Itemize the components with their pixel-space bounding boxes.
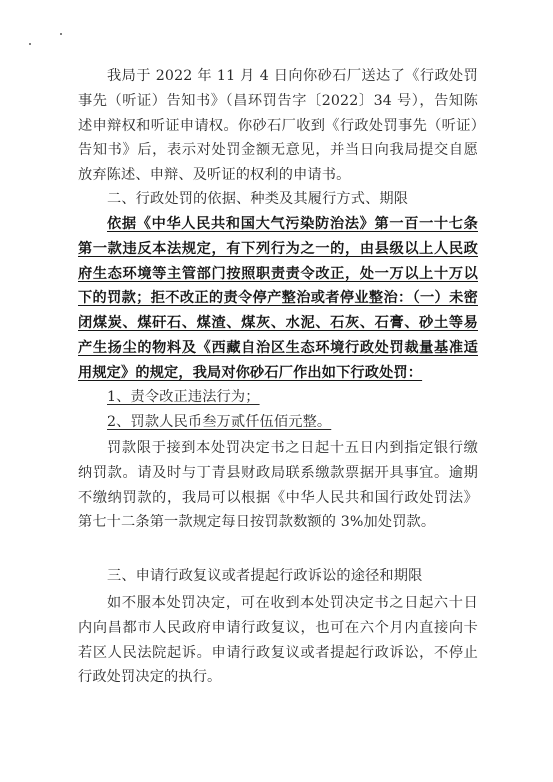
penalty-item-fine: 2、罚款人民币叁万贰仟伍佰元整。: [107, 414, 332, 430]
penalty-item-rectify: 1、责令改正违法行为；: [107, 389, 260, 405]
section-heading-penalty-basis: 二、行政处罚的依据、种类及其履行方式、期限: [107, 191, 409, 207]
scan-speck: [29, 43, 31, 45]
section-heading-appeal-routes: 三、申请行政复议或者提起行政诉讼的途径和期限: [107, 568, 423, 584]
paragraph-payment-terms: 罚款限于接到本处罚决定书之日起十五日内到指定银行缴纳罚款。请及时与丁青县财政局联系缴款票据开具事宜。逾期不缴纳罚款的，我局可以根据《中华人民共和国行政处罚法》第七十二条第一款规定每日按罚款数额的 3%加处罚款。: [78, 440, 478, 531]
paragraph-appeal-details: 如不服本处罚决定，可在收到本处罚决定书之日起六十日内向昌都市人民政府申请行政复议，也可在六个月内直接向卡若区人民法院起诉。申请行政复议或者提起行政诉讼，不停止行政处罚决定的执行。: [78, 595, 478, 686]
paragraph-legal-basis: 依据《中华人民共和国大气污染防治法》第一百一十七条第一款违反本法规定，有下列行为之一的，由县级以上人民政府生态环境等主管部门按照职责责令改正，处一万以上十万以下的罚款；拒不改正的责令停产整治或者停业整治：（一）未密闭煤炭、煤矸石、煤渣、煤灰、水泥、石灰、石膏、砂土等易产生扬尘的物料及《西藏自治区生态环境行政处罚裁量基准适用规定》的规定，我局对你砂石厂作出如下行政处罚：: [78, 216, 478, 381]
scan-speck: [60, 33, 62, 35]
paragraph-notice-served: 我局于 2022 年 11 月 4 日向你砂石厂送达了《行政处罚事先（听证）告知书》（昌环罚告字〔2022〕34 号），告知陈述申辩权和听证申请权。你砂石厂收到《行政处罚事先（听证）告知书》后，表示对处罚金额无意见，并当日向我局提交自愿放弃陈述、申辩、及听证的权利的申请书。: [78, 68, 478, 184]
